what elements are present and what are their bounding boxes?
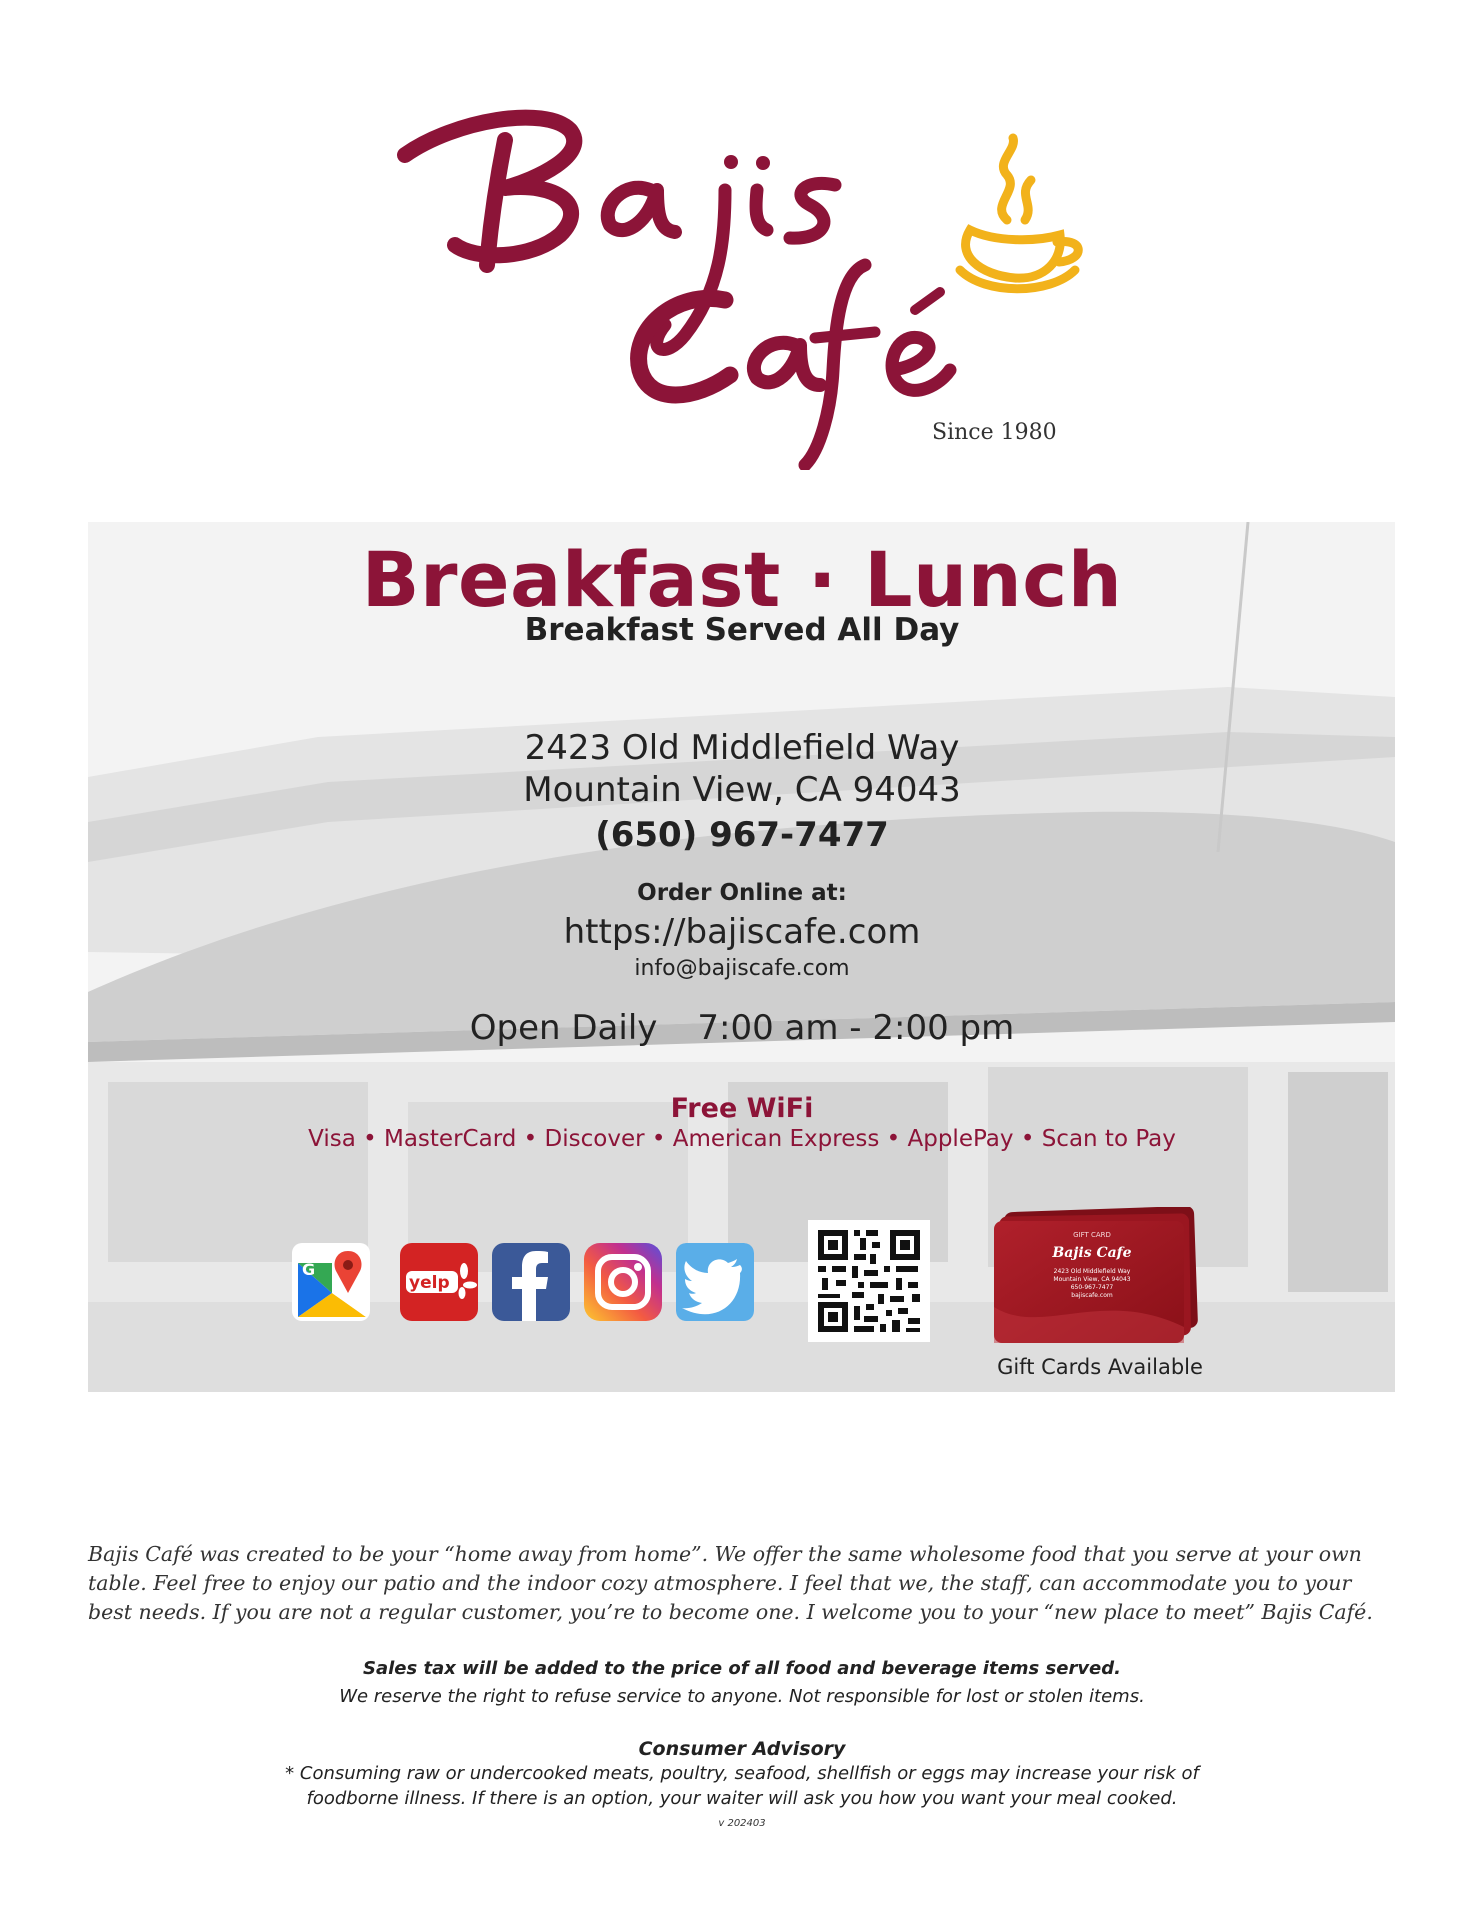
logo-wordmark [405,118,950,465]
free-wifi-text: Free WiFi [670,1093,814,1124]
consumer-advisory-title: Consumer Advisory [638,1738,846,1760]
headline-separator: · [807,535,838,624]
google-maps-icon[interactable] [292,1243,370,1321]
headline-lunch: Lunch [864,535,1123,624]
since-text: Since 1980 [932,420,1057,445]
consumer-advisory-line-1: * Consuming raw or undercooked meats, poultry, seafood, shellfish or eggs may increase your risk of [285,1763,1199,1784]
headline-breakfast: Breakfast [361,535,781,624]
refuse-service-notice: We reserve the right to refuse service to anyone. Not responsible for lost or stolen items. [339,1686,1145,1707]
hours-label: Open Daily [469,1008,658,1048]
svg-text:yelp: yelp [409,1273,450,1293]
svg-text:bajiscafe.com: bajiscafe.com [1071,1292,1113,1299]
opening-hours [0,1008,1484,1048]
phone-number: (650) 967-7477 [595,815,889,855]
svg-text:650-967-7477: 650-967-7477 [1070,1284,1114,1291]
coffee-cup-icon [960,138,1078,289]
about-paragraph: Bajis Café was created to be your “home away from home”. We offer the same wholesome food that you serve at your own table. Feel free to enjoy our patio and the indoor cozy atmosphere. I feel that we, the staff, can accommodate you to your best needs. If you are not a regular customer, you’re to become one. I welcome you to your “new place to meet” Bajis Café. [88,1542,1373,1624]
twitter-icon[interactable] [676,1243,754,1321]
gift-cards-available-text: Gift Cards Available [997,1355,1203,1379]
svg-text:G: G [302,1260,316,1279]
qr-code[interactable] [808,1220,930,1342]
email-link[interactable]: info@bajiscafe.com [634,956,850,981]
version-label: v 202403 [718,1818,766,1829]
headline [0,535,1484,624]
yelp-icon[interactable] [400,1243,478,1321]
address-line-1: 2423 Old Middlefield Way [524,728,960,768]
bajis-cafe-logo [395,70,1095,470]
consumer-advisory-line-2: foodborne illness. If there is an option, your waiter will ask you how you want your meal cooked. [306,1788,1178,1809]
svg-text:GIFT CARD: GIFT CARD [1073,1231,1111,1239]
hours-time: 7:00 am - 2:00 pm [697,1008,1015,1048]
svg-text:2423 Old Middlefield Way: 2423 Old Middlefield Way [1053,1268,1131,1275]
instagram-icon[interactable] [584,1243,662,1321]
facebook-icon[interactable] [492,1243,570,1321]
website-link[interactable]: https://bajiscafe.com [563,912,921,952]
headline-subtitle: Breakfast Served All Day [524,612,960,648]
svg-text:Mountain View, CA 94043: Mountain View, CA 94043 [1053,1276,1131,1283]
gift-card-image [992,1207,1202,1357]
svg-text:Bajis Cafe: Bajis Cafe [1052,1245,1132,1261]
address-line-2: Mountain View, CA 94043 [523,770,961,810]
payment-methods: Visa • MasterCard • Discover • American Express • ApplePay • Scan to Pay [308,1126,1176,1152]
sales-tax-notice: Sales tax will be added to the price of all food and beverage items served. [363,1658,1121,1679]
order-online-label: Order Online at: [637,880,847,906]
